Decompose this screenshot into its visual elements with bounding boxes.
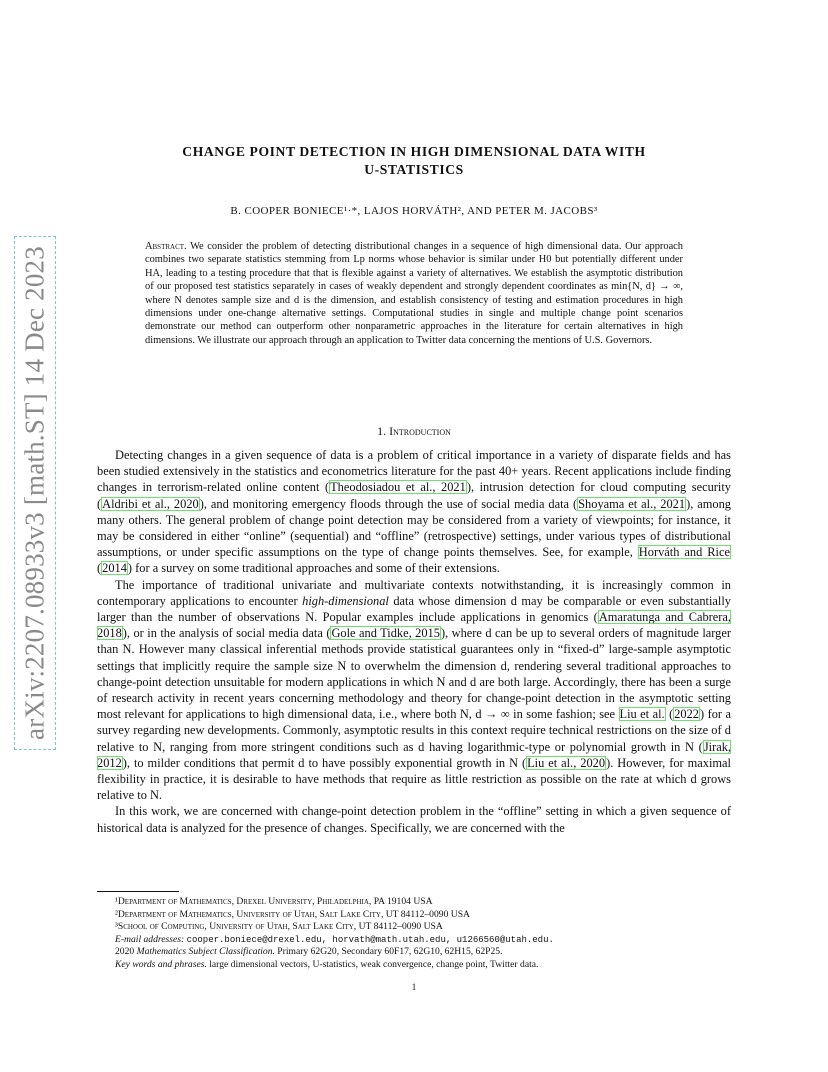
page-number: 1: [411, 982, 417, 992]
paragraph-2: [97, 577, 731, 804]
citation-link[interactable]: Aldribi et al., 2020: [102, 496, 199, 511]
citation-link[interactable]: Gole and Tidke, 2015: [331, 626, 440, 641]
affiliation-1: ¹Department of Mathematics, Drexel University, Philadelphia, PA 19104 USA: [115, 896, 433, 907]
paragraph-1: [97, 447, 731, 577]
text-run: (: [665, 707, 674, 722]
keywords-line: [115, 959, 735, 972]
citation-link[interactable]: Shoyama et al., 2021: [578, 496, 686, 511]
keywords-label: Key words and phrases.: [115, 958, 207, 970]
msc-year: 2020: [115, 946, 137, 958]
paper-title: [100, 143, 728, 179]
text-run: ). However, for maximal flexibility in practice, it is desirable to have methods that require as little restriction as possible on the rate at which d grows relative to N.: [97, 755, 731, 803]
section-title: Introduction: [389, 424, 451, 438]
email-addresses[interactable]: cooper.boniece@drexel.edu, horvath@math.utah.edu, u1266560@utah.edu.: [186, 934, 554, 945]
text-run: ) for a survey on some traditional approaches and some of their extensions.: [127, 561, 500, 576]
text-run: ), to milder conditions that permit d to have possibly exponential growth in N (: [122, 755, 527, 770]
citation-link[interactable]: Theodosiadou et al., 2021: [330, 480, 466, 495]
citation-link[interactable]: Liu et al., 2020: [527, 755, 606, 770]
body-text: [97, 447, 731, 836]
abstract: [145, 240, 683, 347]
footnotes: [115, 896, 735, 972]
email-label: E-mail addresses:: [115, 933, 185, 945]
msc-codes: Primary 62G20, Secondary 60F17, 62G10, 62H15, 62P25.: [274, 946, 503, 958]
title-line-2: U-STATISTICS: [364, 162, 464, 177]
email-line: [115, 934, 735, 947]
text-run: data whose dimension d may be comparable or even substantially larger than the number of observations N. Popular examples include applications in genomics (: [97, 593, 732, 625]
citation-link[interactable]: 2014: [102, 561, 127, 576]
text-run: ), among many others. The general problem of change point detection may be considered from a variety of viewpoints; for instance, it may be considered in either “online” (sequential) and “offline” (retrospective) settings, under various types of distributional assumptions, or under specific assumptions on the type of change points themselves. See, for example,: [97, 496, 731, 560]
arxiv-identifier[interactable]: arXiv:2207.08933v3 [math.ST] 14 Dec 2023: [19, 246, 50, 740]
text-run: Detecting changes in a given sequence of data is a problem of critical importance in a variety of disparate fields and has been studied extensively in the statistics and econometrics literature for the past 40+ years. Recent applications include finding changes in terrorism-related online content (: [97, 448, 731, 495]
msc-line: [115, 946, 735, 959]
section-heading: [100, 424, 728, 439]
emphasis: high-dimensional: [302, 593, 389, 608]
citation-link[interactable]: 2022: [674, 707, 699, 722]
msc-label: Mathematics Subject Classification.: [136, 946, 275, 958]
citation-link[interactable]: Liu et al.: [619, 707, 665, 722]
author-list: B. COOPER BONIECE¹·*, LAJOS HORVÁTH², AND PETER M. JACOBS³: [230, 205, 598, 217]
text-run: ), and monitoring emergency floods through the use of social media data (: [199, 496, 578, 511]
abstract-label: Abstract.: [145, 241, 187, 252]
text-run: ) for a survey regarding new developments. Commonly, asymptotic results in this context require technical restrictions on the size of d relative to N, ranging from more stringent conditions such as d having logarithmic-type or polynomial growth in N (: [97, 707, 731, 754]
text-run: ), intrusion detection for cloud computing security (: [97, 480, 731, 511]
citation-link[interactable]: Jirak, 2012: [97, 739, 731, 770]
affiliation-3: ³School of Computing, University of Utah, Salt Lake City, UT 84112–0090 USA: [115, 921, 443, 933]
text-run: ), or in the analysis of social media data (: [122, 626, 331, 641]
affiliation-2: ²Department of Mathematics, University of Utah, Salt Lake City, UT 84112–0090 USA: [115, 908, 470, 920]
citation-link[interactable]: Horváth and Rice: [638, 545, 730, 560]
text-run: ), where d can be up to several orders of magnitude larger than N. However many classical inferential methods provide statistical guarantees only in “fixed-d” large-sample asymptotic settings that implicitly require the sample size N to overwhelm the dimension d, rendering several traditional approaches to change-point detection unsuitable for modern applications in which N and d are both large. Accordingly, there has been a surge of research activity in recent years concerning methodology and theory for change-point detection in the asymptotic setting most relevant for applications to high dimensional data, i.e., where both N, d → ∞ in some fashion; see: [97, 626, 731, 722]
citation-link[interactable]: Amaratunga and Cabrera, 2018: [97, 610, 732, 641]
keywords: large dimensional vectors, U-statistics, weak convergence, change point, Twitter data.: [206, 958, 539, 970]
title-line-1: CHANGE POINT DETECTION IN HIGH DIMENSIONAL DATA WITH: [182, 144, 646, 159]
footnote-rule: [97, 891, 179, 892]
text-run: (: [97, 561, 102, 576]
abstract-text: We consider the problem of detecting distributional changes in a sequence of high dimensional data. Our approach combines two separate statistics stemming from Lp norms whose behavior is similar under H0 but potentially different under HA, leading to a testing procedure that that is flexible against a variety of alternatives. We establish the asymptotic distribution of our proposed test statistics separately in cases of weakly dependent and strongly dependent coordinates as min{N, d} → ∞, where N denotes sample size and d is the dimension, and establish consistency of testing and estimation procedures in high dimensions under one-change alternative settings. Computational studies in single and multiple change point scenarios demonstrate our method can outperform other nonparametric approaches in the literature for certain alternatives in high dimensions. We illustrate our approach through an application to Twitter data concerning the mentions of U.S. Governors.: [145, 241, 683, 346]
text-run: The importance of traditional univariate and multivariate contexts notwithstanding, it is increasingly common in contemporary applications to encounter: [97, 577, 731, 608]
section-number: 1.: [377, 424, 387, 438]
paragraph-3: In this work, we are concerned with change-point detection problem in the “offline” setting in which a given sequence of historical data is analyzed for the presence of changes. Specifically, we are concerned with the: [97, 804, 731, 835]
